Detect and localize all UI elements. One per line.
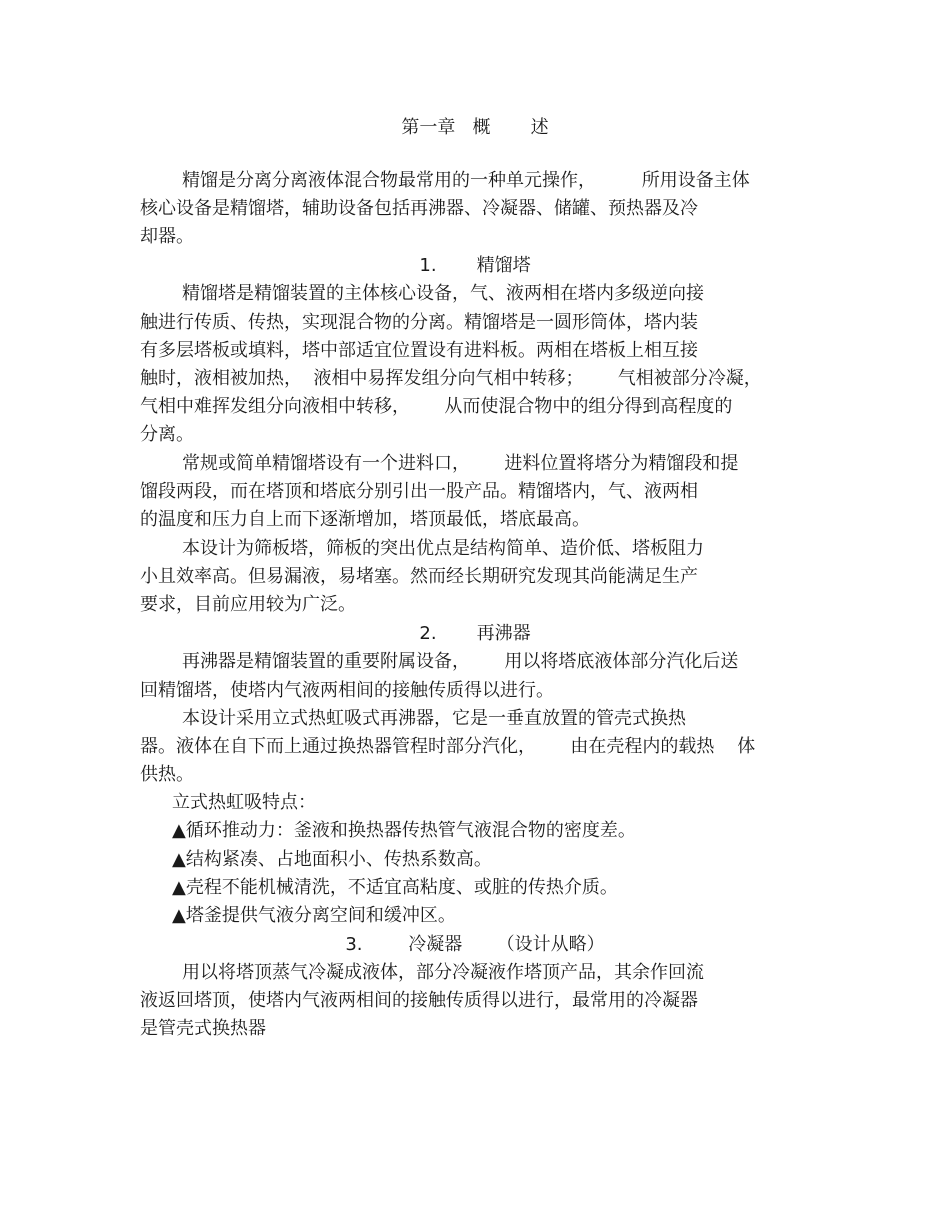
intro-line-2: 核心设备是精馏塔，辅助设备包括再沸器、冷凝器、储罐、预热器及冷: [140, 198, 698, 219]
sec2-p1-line-1: 再沸器是精馏装置的重要附属设备， 用以将塔底液体部分汽化后送: [182, 651, 739, 672]
section-3-heading: 3. 冷凝器 （设计从略）: [345, 934, 605, 955]
sec3-p1-line-2: 液返回塔顶，使塔内气液两相间的接触传质得以进行，最常用的冷凝器: [140, 990, 698, 1011]
intro-line-3: 却器。: [140, 226, 194, 247]
intro-line-1: 精馏是分离分离液体混合物最常用的一种单元操作， 所用设备主体: [182, 170, 750, 191]
chapter-title: 第一章 概 述: [401, 117, 549, 138]
sec1-p3-line-1: 本设计为筛板塔，筛板的突出优点是结构简单、造价低、塔板阻力: [182, 538, 704, 559]
sec2-p2-line-1: 本设计采用立式热虹吸式再沸器，它是一垂直放置的管壳式换热: [182, 708, 686, 729]
sec1-p1-line-1: 精馏塔是精馏装置的主体核心设备，气、液两相在塔内多级逆向接: [182, 283, 704, 304]
section-1-heading: 1. 精馏塔: [419, 255, 531, 276]
sec1-p1-line-5: 气相中难挥发组分向液相中转移， 从而使混合物中的组分得到高程度的: [140, 396, 733, 417]
sec3-p1-line-1: 用以将塔顶蒸气冷凝成液体，部分冷凝液作塔顶产品，其余作回流: [182, 962, 704, 983]
features-heading: 立式热虹吸特点：: [172, 792, 316, 813]
feature-item: ▲壳程不能机械清洗，不适宜高粘度、或脏的传热介质。: [172, 877, 618, 898]
sec1-p1-line-3: 有多层塔板或填料，塔中部适宜位置设有进料板。两相在塔板上相互接: [140, 340, 698, 361]
feature-item: ▲塔釜提供气液分离空间和缓冲区。: [172, 905, 456, 926]
section-2-heading: 2. 再沸器: [419, 623, 531, 644]
sec1-p1-line-6: 分离。: [140, 424, 194, 445]
sec1-p1-line-2: 触进行传质、传热，实现混合物的分离。精馏塔是一圆形筒体，塔内装: [140, 312, 698, 333]
sec1-p2-line-2: 馏段两段，而在塔顶和塔底分别引出一股产品。精馏塔内，气、液两相: [140, 481, 698, 502]
sec1-p2-line-1: 常规或简单精馏塔设有一个进料口， 进料位置将塔分为精馏段和提: [182, 453, 739, 474]
feature-item: ▲结构紧凑、占地面积小、传热系数高。: [172, 849, 492, 870]
sec3-p1-line-3: 是管壳式换热器: [140, 1018, 266, 1039]
sec2-p2-line-3: 供热。: [140, 764, 194, 785]
sec1-p3-line-2: 小且效率高。但易漏液，易堵塞。然而经长期研究发现其尚能满足生产: [140, 566, 698, 587]
sec2-p2-line-2: 器。液体在自下而上通过换热器管程时部分汽化， 由在壳程内的载热 体: [140, 736, 756, 757]
sec1-p3-line-3: 要求，目前应用较为广泛。: [140, 594, 356, 615]
sec1-p2-line-3: 的温度和压力自上而下逐渐增加，塔顶最低，塔底最高。: [140, 509, 590, 530]
sec2-p1-line-2: 回精馏塔，使塔内气液两相间的接触传质得以进行。: [140, 680, 554, 701]
feature-item: ▲循环推动力：釜液和换热器传热管气液混合物的密度差。: [172, 820, 636, 841]
sec1-p1-line-4: 触时，液相被加热， 液相中易挥发组分向气相中转移； 气相被部分冷凝，: [140, 368, 762, 389]
